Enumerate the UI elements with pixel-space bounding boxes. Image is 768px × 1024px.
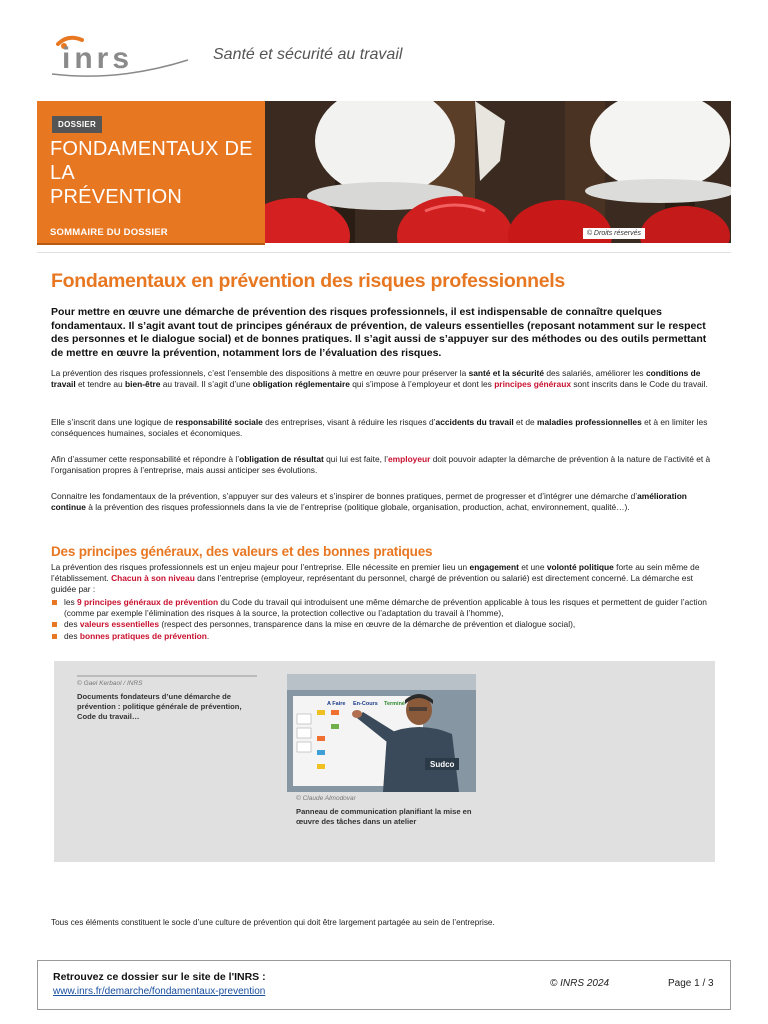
- bullet-square-icon: [52, 600, 57, 605]
- closing-paragraph: Tous ces éléments constituent le socle d’une culture de prévention qui doit être largement partagée au sein de l’entreprise.: [51, 918, 495, 927]
- dossier-banner: [37, 101, 731, 243]
- banner-helmets-photo: [265, 101, 731, 243]
- svg-text:En-Cours: En-Cours: [353, 701, 378, 707]
- banner-title-line2: PRÉVENTION: [50, 186, 183, 208]
- image-gallery: [54, 661, 715, 862]
- paragraph-3: Afin d’assumer cette responsabilité et répondre à l’obligation de résultat qui lui est faite, l’employeur doit pouvoir adapter la démarche de prévention à la nature de l’activité et à l’organisation propres à l’entreprise, mais aussi anticiper ses évolutions.: [51, 454, 711, 476]
- photo-caption: Panneau de communication planifiant la mise en œuvre des tâches dans un atelier: [296, 807, 472, 826]
- dossier-badge: DOSSIER: [52, 116, 102, 133]
- svg-text:Terminé: Terminé: [384, 701, 405, 707]
- link-bonnes-pratiques[interactable]: bonnes pratiques de prévention: [79, 630, 207, 641]
- page-number: Page 1 / 3: [668, 978, 714, 989]
- inrs-logo[interactable]: [48, 32, 193, 82]
- bullet-square-icon: [52, 634, 57, 639]
- link-employeur[interactable]: employeur: [388, 454, 431, 464]
- photo-caption: Documents fondateurs d’une démarche de prévention : politique générale de prévention, Code du travail…: [77, 692, 242, 721]
- photo-credit: © Gael Kerbaol / INRS: [77, 680, 143, 687]
- banner-underline: [37, 243, 265, 245]
- list-item: les 9 principes généraux de prévention du Code du travail qui introduisent une même démarche de prévention applicable à tous les risques et permettent de guider l’action (comme par exemple l’élimination des risques à la source, la protection collective ou l’adaptation du travail à l’homme),: [51, 597, 717, 619]
- list-item: des bonnes pratiques de prévention.: [51, 631, 717, 642]
- paragraph-1: La prévention des risques professionnels, c’est l’ensemble des dispositions à mettre en œuvre pour préserver la santé et la sécurité des salariés, améliorer les conditions de travail et tendre au bien-être au travail. Il s’agit d’une obligation réglementaire qui s’impose à l’employeur et dont les principes généraux sont inscrits dans le Code du travail.: [51, 368, 708, 390]
- link-principes-generaux[interactable]: principes généraux: [494, 379, 571, 390]
- logo-text: inrs: [62, 42, 134, 75]
- banner-copyright: © Droits réservés: [583, 228, 645, 239]
- communication-board-photo[interactable]: [287, 674, 476, 792]
- article-title: Fondamentaux en prévention des risques professionnels: [51, 270, 565, 292]
- principles-list: [51, 597, 717, 642]
- bullet-square-icon: [52, 622, 57, 627]
- list-item: des valeurs essentielles (respect des personnes, transparence dans la mise en œuvre de la démarche de prévention et dialogue social),: [51, 619, 717, 630]
- paragraph-2: Elle s’inscrit dans une logique de responsabilité sociale des entreprises, visant à réduire les risques d’accidents du travail et de maladies professionnelles et à en limiter les conséquences humaines, sociales et économiques.: [51, 417, 708, 439]
- footer-dossier-link[interactable]: www.inrs.fr/demarche/fondamentaux-prevention: [53, 986, 266, 997]
- banner-title: [50, 137, 265, 209]
- paragraph-5: La prévention des risques professionnels est un enjeu majeur pour l’entreprise. Elle nécessite en premier lieu un engagement et une volonté politique forte au sein même de l’établissement. Chacun à son niveau dans l’entreprise (employeur, représentant du personnel, chargé de prévention ou salarié) est directement concerné. La démarche est guidée par :: [51, 562, 700, 595]
- photo-credit: © Claude Almodovar: [296, 795, 356, 802]
- footer-title: Retrouvez ce dossier sur le site de l'INRS :: [53, 971, 266, 983]
- divider: [37, 252, 731, 253]
- caption-rule: [77, 675, 257, 677]
- link-valeurs-essentielles[interactable]: valeurs essentielles: [79, 619, 159, 630]
- footer-copyright: © INRS 2024: [550, 978, 610, 989]
- link-chacun-a-son-niveau[interactable]: Chacun à son niveau: [111, 573, 195, 584]
- paragraph-4: Connaitre les fondamentaux de la prévention, s’appuyer sur des valeurs et s’inspirer de bonnes pratiques, permet de progresser et d’intégrer une démarche d’amélioration continue à la prévention des risques professionnels dans la vie de l’entreprise (politique globale, organisation, production, achat, environnement, qualité…).: [51, 491, 687, 513]
- site-tagline: Santé et sécurité au travail: [213, 46, 403, 63]
- svg-text:A Faire: A Faire: [327, 701, 346, 707]
- svg-text:Sudco: Sudco: [430, 760, 455, 769]
- article-lead: Pour mettre en œuvre une démarche de prévention des risques professionnels, il est indispensable de connaître quelques fondamentaux. Il s’agit avant tout de principes généraux de prévention, de valeurs essentielles (reposant notamment sur le respect des personnes et le dialogue social) et de bonnes pratiques. Il s’agit aussi de s’appuyer sur des méthodes ou des outils permettant de mettre en œuvre la prévention, notamment lors de l’évaluation des risques.: [51, 306, 707, 359]
- link-9-principes[interactable]: 9 principes généraux de prévention: [77, 597, 219, 607]
- sommaire-link[interactable]: SOMMAIRE DU DOSSIER: [50, 227, 168, 238]
- banner-orange-panel: [37, 101, 265, 243]
- section-title: Des principes généraux, des valeurs et des bonnes pratiques: [51, 544, 433, 559]
- page-footer: [37, 960, 731, 1010]
- banner-title-line1: FONDAMENTAUX DE LA: [50, 138, 253, 184]
